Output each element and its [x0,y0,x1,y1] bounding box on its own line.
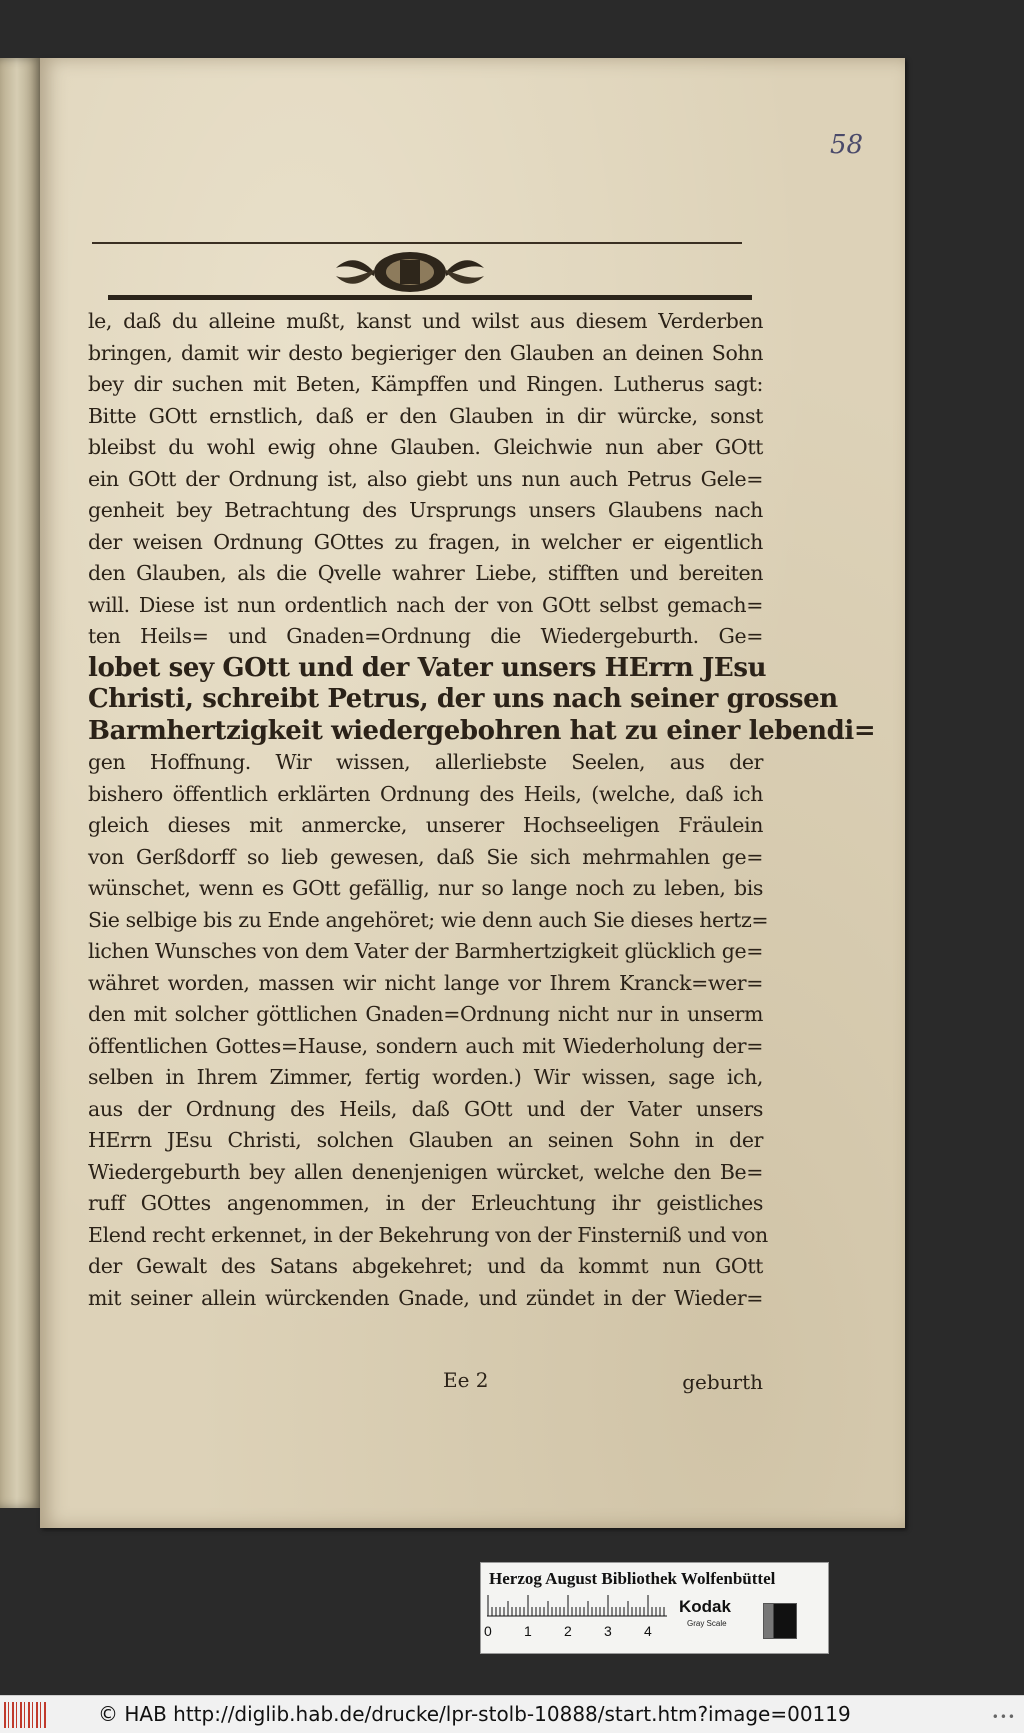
text-line: aus der Ordnung des Heils, daß GOtt und der Vater unsers [88,1096,763,1121]
text-line: öffentlichen Gottes=Hause, sondern auch mit Wiederholung der= [88,1033,763,1058]
ruler-label: 0 [484,1623,492,1639]
text-line: wünschet, wenn es GOtt gefällig, nur so lange noch zu leben, bis [88,876,763,900]
signature-mark: Ee 2 [443,1368,489,1392]
text-line: ein GOtt der Ordnung ist, also giebt uns nun auch Petrus Gele= [88,466,763,491]
ruler-label: 2 [564,1623,572,1639]
header-rule-thin [92,242,742,244]
kodak-label: Kodak [679,1597,731,1616]
text-line: Sie selbige bis zu Ende angehöret; wie denn auch Sie dieses hertz= [88,907,769,932]
library-name: Herzog August Bibliothek Wolfenbüttel [489,1569,776,1588]
ruler-label: 4 [644,1623,652,1639]
ruler-label: 3 [604,1623,612,1639]
ruler-label: 1 [524,1623,532,1639]
text-line: ten Heils= und Gnaden=Ordnung die Wiedergeburth. Ge= [88,624,763,648]
text-line: von Gerßdorff so lieb gewesen, daß Sie sich mehrmahlen ge= [88,844,763,869]
gray-scale-label: Gray Scale [687,1619,727,1628]
text-line: der Gewalt des Satans abgekehret; und da kommt nun GOtt [88,1254,763,1278]
text-line: ruff GOttes angenommen, in der Erleuchtung ihr geistliches [88,1191,763,1215]
text-line: genheit bey Betrachtung des Ursprungs unsers Glaubens nach [88,498,763,522]
gray-swatch [763,1603,797,1639]
text-line: den mit solcher göttlichen Gnaden=Ordnung nicht nur in unserm [88,1002,763,1026]
text-line: bishero öffentlich erklärten Ordnung des Heils, (welche, daß ich [88,781,763,806]
text-line: bey dir suchen mit Beten, Kämpffen und Ringen. Lutherus sagt: [88,372,763,396]
text-line: der weisen Ordnung GOttes zu fragen, in welcher er eigentlich [88,529,763,554]
text-line-emphasis: lobet sey GOtt und der Vater unsers HErrn JEsu [88,652,767,683]
body-text [88,306,876,1314]
catchword: geburth [682,1370,763,1394]
text-line-emphasis: Barmhertzigkeit wiedergebohren hat zu einer lebendi= [88,715,876,746]
text-line: Wiedergeburth bey allen denenjenigen würcket, welche den Be= [88,1159,763,1184]
text-line: währet worden, massen wir nicht lange vor Ihrem Kranck=wer= [88,970,763,995]
ornament-icon [330,248,490,296]
text-line: le, daß du alleine mußt, kanst und wilst aus diesem Verderben [88,309,763,333]
text-line: gen Hoffnung. Wir wissen, allerliebste Seelen, aus der [88,750,763,774]
book-page [40,58,905,1528]
text-line: will. Diese ist nun ordentlich nach der von GOtt selbst gemach= [88,592,763,617]
facing-page-edge [0,58,42,1508]
page-footer [88,1368,763,1398]
text-line: Bitte GOtt ernstlich, daß er den Glauben in dir würcke, sonst [88,403,763,428]
text-line: HErrn JEsu Christi, solchen Glauben an seinen Sohn in der [88,1128,763,1152]
text-line: bleibst du wohl ewig ohne Glauben. Gleichwie nun aber GOtt [88,435,763,459]
more-icon[interactable]: ••• [991,1710,1016,1724]
text-line: Elend recht erkennet, in der Bekehrung von der Finsterniß und von [88,1222,768,1247]
text-line: bringen, damit wir desto begieriger den Glauben an deinen Sohn [88,340,763,365]
ruler-icon [487,1595,667,1617]
text-line: den Glauben, als die Qvelle wahrer Liebe, stifften und bereiten [88,561,763,585]
header-rule-thick [108,295,752,300]
text-line: gleich dieses mit anmercke, unserer Hochseeligen Fräulein [88,813,763,837]
status-bar [0,1695,1024,1733]
text-line: lichen Wunsches von dem Vater der Barmhertzigkeit glücklich ge= [88,939,763,963]
text-line: selben in Ihrem Zimmer, fertig worden.) Wir wissen, sage ich, [88,1065,763,1089]
copyright-url[interactable]: © HAB http://diglib.hab.de/drucke/lpr-stolb-10888/start.htm?image=00119 [98,1702,851,1726]
barcode-icon [4,1702,46,1728]
text-line-emphasis: Christi, schreibt Petrus, der uns nach seiner grossen [88,684,838,714]
color-target [480,1562,829,1654]
folio-number: 58 [830,130,864,160]
text-line: mit seiner allein würckenden Gnade, und zündet in der Wieder= [88,1285,763,1310]
